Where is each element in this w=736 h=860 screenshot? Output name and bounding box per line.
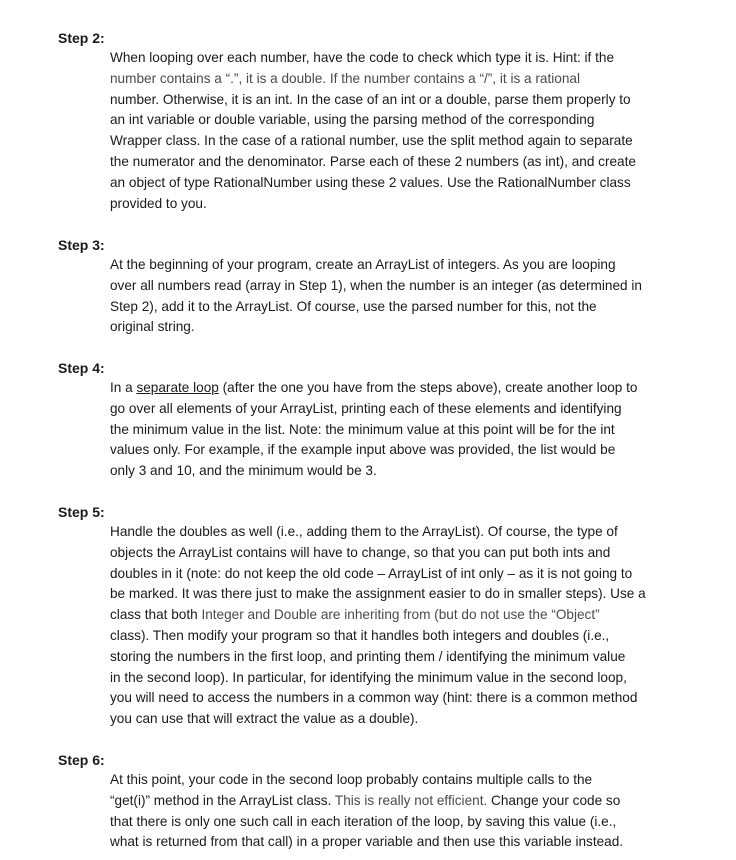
- text-line: [110, 255, 710, 276]
- text-segment: number. Otherwise, it is an int. In the case of an int or a double, parse them properly to: [110, 91, 631, 107]
- text-segment: Step 2), add it to the ArrayList. Of course, use the parsed number for this, not the: [110, 298, 597, 314]
- text-line: [110, 709, 710, 730]
- text-line: [110, 770, 710, 791]
- text-segment: be marked. It was there just to make the assignment easier to do in smaller steps). Use a: [110, 586, 646, 602]
- step-6-body: [110, 770, 710, 853]
- text-line: [110, 173, 710, 194]
- text-segment: original string.: [110, 319, 195, 335]
- text-line: [110, 791, 710, 812]
- text-segment: objects the ArrayList contains will have to change, so that you can put both ints and: [110, 544, 611, 560]
- text-line: [110, 668, 710, 689]
- text-segment: At the beginning of your program, create an ArrayList of integers. As you are looping: [110, 257, 616, 272]
- text-segment: over all numbers read (array in Step 1), when the number is an integer (as determined in: [110, 277, 642, 293]
- step-3-body: [110, 255, 710, 338]
- step-6-label: Step 6:: [58, 752, 105, 768]
- text-segment: values only. For example, if the example input above was provided, the list would be: [110, 442, 616, 458]
- text-line: [110, 48, 710, 69]
- text-segment: Wrapper class. In the case of a rational number, use the split method again to separate: [110, 133, 633, 149]
- step-5-label: Step 5:: [58, 504, 105, 520]
- text-segment: Change your code so: [487, 792, 621, 808]
- text-line: [110, 276, 710, 297]
- text-segment: When looping over each number, have the code to check which type it is. Hint: if the: [110, 50, 615, 65]
- text-segment: storing the numbers in the first loop, and printing them / identifying the minimum value: [110, 648, 626, 664]
- text-line: [110, 110, 710, 131]
- step-2-body: [110, 48, 710, 214]
- text-line: [110, 420, 710, 441]
- text-line: [110, 131, 710, 152]
- text-segment: the numerator and the denominator. Parse each of these 2 numbers (as int), and create: [110, 153, 636, 169]
- text-segment: Handle the doubles as well (i.e., adding them to the ArrayList). Of course, the type of: [110, 524, 618, 539]
- text-line: [110, 584, 710, 605]
- underlined-text: separate loop: [136, 380, 219, 395]
- text-segment: go over all elements of your ArrayList, printing each of these elements and identifying: [110, 400, 622, 416]
- text-line: [110, 440, 710, 461]
- text-line: [110, 832, 710, 853]
- text-segment: doubles in it (note: do not keep the old code – ArrayList of int only – as it is not going to: [110, 565, 633, 581]
- text-segment: (after the one you have from the steps above), create another loop to: [218, 380, 638, 395]
- text-segment: only 3 and 10, and the minimum would be 3.: [110, 463, 377, 479]
- text-segment: an object of type RationalNumber using these 2 values. Use the RationalNumber class: [110, 174, 631, 190]
- text-line: [110, 90, 710, 111]
- text-segment: number contains a “.”, it is a double. If the number contains a “/”, it is a rational: [110, 70, 580, 86]
- text-segment: in the second loop). In particular, for identifying the minimum value in the second loop,: [110, 669, 627, 685]
- text-segment: that there is only one such call in each iteration of the loop, by saving this value (i.e.,: [110, 813, 617, 829]
- text-line: [110, 647, 710, 668]
- text-line: [110, 69, 710, 90]
- text-segment: Integer and Double are inheriting from (but do not use the “Object”: [201, 607, 600, 623]
- text-line: [110, 317, 710, 338]
- step-3-label: Step 3:: [58, 237, 105, 253]
- text-segment: “get(i)” method in the ArrayList class.: [110, 792, 335, 808]
- text-segment: This is really not efficient.: [334, 792, 488, 808]
- text-segment: an int variable or double variable, using the parsing method of the corresponding: [110, 112, 595, 128]
- text-line: [110, 626, 710, 647]
- text-line: [110, 564, 710, 585]
- text-line: [110, 152, 710, 173]
- text-line: [110, 461, 710, 482]
- step-5-body: [110, 522, 710, 730]
- text-segment: what is returned from that call) in a proper variable and then use this variable instead.: [110, 834, 624, 850]
- text-segment: provided to you.: [110, 195, 207, 211]
- text-line: [110, 399, 710, 420]
- text-line: [110, 378, 710, 399]
- text-segment: In a: [110, 380, 137, 395]
- text-line: [110, 194, 710, 215]
- text-segment: At this point, your code in the second loop probably contains multiple calls to the: [110, 772, 593, 787]
- step-4-body: [110, 378, 710, 482]
- text-segment: you can use that will extract the value as a double).: [110, 711, 419, 727]
- text-segment: the minimum value in the list. Note: the minimum value at this point will be for the int: [110, 421, 615, 437]
- text-line: [110, 688, 710, 709]
- text-line: [110, 812, 710, 833]
- text-line: [110, 297, 710, 318]
- step-4-label: Step 4:: [58, 360, 105, 376]
- step-2-label: Step 2:: [58, 30, 105, 46]
- text-segment: class). Then modify your program so that it handles both integers and doubles (i.e.,: [110, 627, 610, 643]
- text-segment: class that both: [110, 607, 202, 623]
- text-line: [110, 522, 710, 543]
- text-line: [110, 543, 710, 564]
- text-segment: you will need to access the numbers in a common way (hint: there is a common method: [110, 690, 638, 706]
- text-line: [110, 605, 710, 626]
